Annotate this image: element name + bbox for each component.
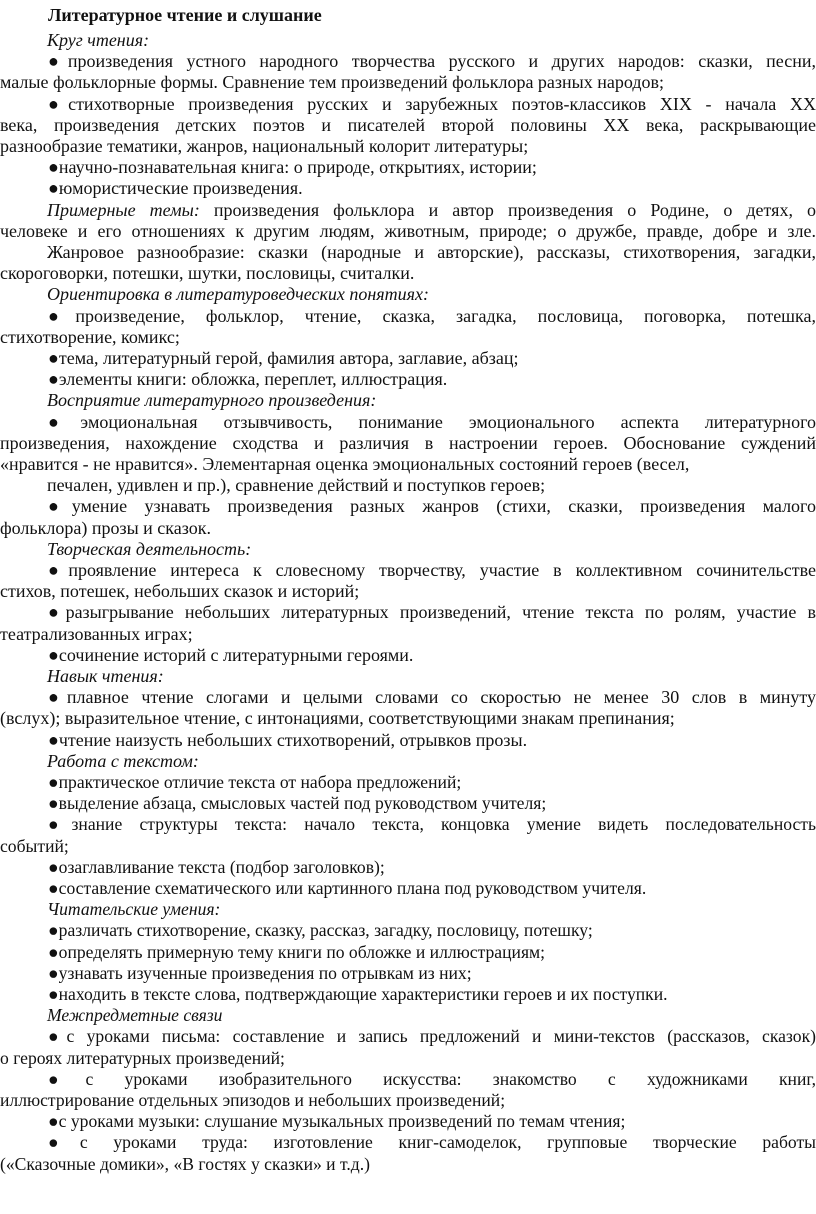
bullet-icon: ● <box>48 729 59 750</box>
bullet-icon: ● <box>48 1068 86 1089</box>
line-text: узнавать изученные произведения по отрывкам из них; <box>58 962 472 983</box>
bullet-icon: ● <box>48 369 59 390</box>
bullet-icon: ● <box>48 920 59 941</box>
line-text: произведения фольклора и автор произведения о Родине, о детях, о <box>199 199 816 220</box>
text-line <box>0 1152 816 1176</box>
bullet-icon: ● <box>48 305 76 326</box>
line-text: Восприятие литературного произведения: <box>47 390 377 411</box>
line-text: о героях литературных произведений; <box>0 1047 285 1068</box>
line-text: практическое отличие текста от набора предложений; <box>58 772 462 792</box>
line-text: плавное чтение слогами и целыми словами со скоростью не менее 30 слов в минуту <box>66 687 816 708</box>
line-text: Межпредметные связи <box>47 1005 223 1026</box>
line-text: Навык чтения: <box>47 666 164 686</box>
line-text: стихотворение, комикс; <box>0 326 180 347</box>
bullet-icon: ● <box>48 93 69 114</box>
line-text: Жанровое разнообразие: сказки (народные и авторские), рассказы, стихотворения, загадки, <box>47 242 816 262</box>
bullet-icon: ● <box>48 157 59 178</box>
line-text: Творческая деятельность: <box>47 538 252 559</box>
bullet-icon: ● <box>48 348 59 368</box>
line-text: находить в тексте слова, подтверждающие характеристики героев и их поступки. <box>58 984 668 1004</box>
bullet-icon: ● <box>48 1111 59 1132</box>
bullet-icon: ● <box>48 856 59 877</box>
line-text: века, произведения детских поэтов и писателей второй половины XX века, раскрывающие <box>0 114 816 135</box>
line-text: произведения, нахождение сходства и различия в настроении героев. Обоснование суждений <box>0 432 816 453</box>
line-text: малые фольклорные формы. Сравнение тем произведений фольклора разных народов; <box>0 72 665 93</box>
line-text: с уроками труда: изготовление книг-самоделок, групповые творческие работы <box>79 1132 816 1153</box>
line-text: разыгрывание небольших литературных произведений, чтение текста по ролям, участие в <box>65 602 816 623</box>
line-text: знание структуры текста: начало текста, концовка умение видеть последовательность <box>71 814 816 835</box>
line-text: стихов, потешек, небольших сказок и историй; <box>0 581 360 602</box>
bullet-icon: ● <box>48 772 59 792</box>
bullet-icon: ● <box>48 411 81 432</box>
line-text: стихотворные произведения русских и зарубежных поэтов-классиков XIX - начала XX <box>68 93 816 114</box>
line-text: различать стихотворение, сказку, рассказ, загадку, пословицу, потешку; <box>58 920 593 941</box>
line-text: эмоциональная отзывчивость, понимание эмоционального аспекта литературного <box>80 411 816 432</box>
line-text: с уроками письма: составление и запись предложений и мини-текстов (рассказов, сказок) <box>66 1026 816 1047</box>
bullet-icon: ● <box>48 984 59 1004</box>
line-text: Круг чтения: <box>47 30 150 50</box>
line-text: событий; <box>0 835 69 856</box>
line-text: умение узнавать произведения разных жанров (стихи, сказки, произведения малого <box>71 496 816 517</box>
bullet-icon: ● <box>48 496 72 517</box>
line-text: проявление интереса к словесному творчеству, участие в коллективном сочинительстве <box>68 560 816 580</box>
line-text: человеке и его отношениях к другим людям, животным, природе; о дружбе, правде, добре и зле. <box>0 220 816 241</box>
bullet-icon: ● <box>48 878 59 898</box>
bullet-icon: ● <box>48 644 59 665</box>
line-text: произведение, фольклор, чтение, сказка, загадка, пословица, поговорка, потешка, <box>75 305 816 326</box>
line-text: Работа с текстом: <box>47 750 199 771</box>
bullet-icon: ● <box>48 560 69 580</box>
line-text: театрализованных играх; <box>0 623 193 644</box>
line-text: (вслух); выразительное чтение, с интонациями, соответствующими знакам препинания; <box>0 708 675 729</box>
line-text: фольклора) прозы и сказок. <box>0 517 211 538</box>
bullet-icon: ● <box>48 178 59 199</box>
line-text: элементы книги: обложка, переплет, иллюстрация. <box>58 369 448 390</box>
line-text: сочинение историй с литературными героями. <box>58 644 414 665</box>
bullet-icon: ● <box>48 941 59 962</box>
bullet-icon: ● <box>48 51 68 72</box>
bullet-icon: ● <box>48 1026 67 1047</box>
line-text: чтение наизусть небольших стихотворений, отрывков прозы. <box>58 729 528 750</box>
bullet-icon: ● <box>48 687 67 708</box>
document-title: Литературное чтение и слушание <box>48 5 322 25</box>
line-text: озаглавливание текста (подбор заголовков); <box>58 856 385 877</box>
bullet-icon: ● <box>48 962 59 983</box>
line-text: с уроками изобразительного искусства: знакомство с художниками книг, <box>85 1068 816 1089</box>
bullet-icon: ● <box>48 1132 80 1153</box>
line-text: выделение абзаца, смысловых частей под руководством учителя; <box>58 793 547 814</box>
line-text: печален, удивлен и пр.), сравнение действий и поступков героев; <box>47 475 546 496</box>
line-text: с уроками музыки: слушание музыкальных произведений по темам чтения; <box>58 1111 626 1132</box>
line-text: разнообразие тематики, жанров, национальный колорит литературы; <box>0 136 529 156</box>
line-text: («Сказочные домики», «В гостях у сказки» и т.д.) <box>0 1153 370 1174</box>
line-text: Ориентировка в литературоведческих понятиях: <box>47 284 429 305</box>
inline-heading: Примерные темы: <box>47 199 200 220</box>
line-text: «нравится - не нравится». Элементарная оценка эмоциональных состояний героев (весел, <box>0 454 690 474</box>
line-text: научно-познавательная книга: о природе, открытиях, истории; <box>58 157 537 178</box>
bullet-icon: ● <box>48 814 72 835</box>
line-text: Читательские умения: <box>47 899 221 920</box>
line-text: определять примерную тему книги по обложке и иллюстрациям; <box>58 941 546 962</box>
line-text: тема, литературный герой, фамилия автора, заглавие, абзац; <box>58 348 519 368</box>
line-text: составление схематического или картинного плана под руководством учителя. <box>58 878 647 898</box>
line-text: произведения устного народного творчества русского и других народов: сказки, песни, <box>67 51 816 72</box>
bullet-icon: ● <box>48 602 66 623</box>
line-text: иллюстрирование отдельных эпизодов и небольших произведений; <box>0 1090 506 1110</box>
line-text: юмористические произведения. <box>58 178 303 199</box>
bullet-icon: ● <box>48 793 59 814</box>
line-text: скороговорки, потешки, шутки, пословицы, считалки. <box>0 263 415 284</box>
